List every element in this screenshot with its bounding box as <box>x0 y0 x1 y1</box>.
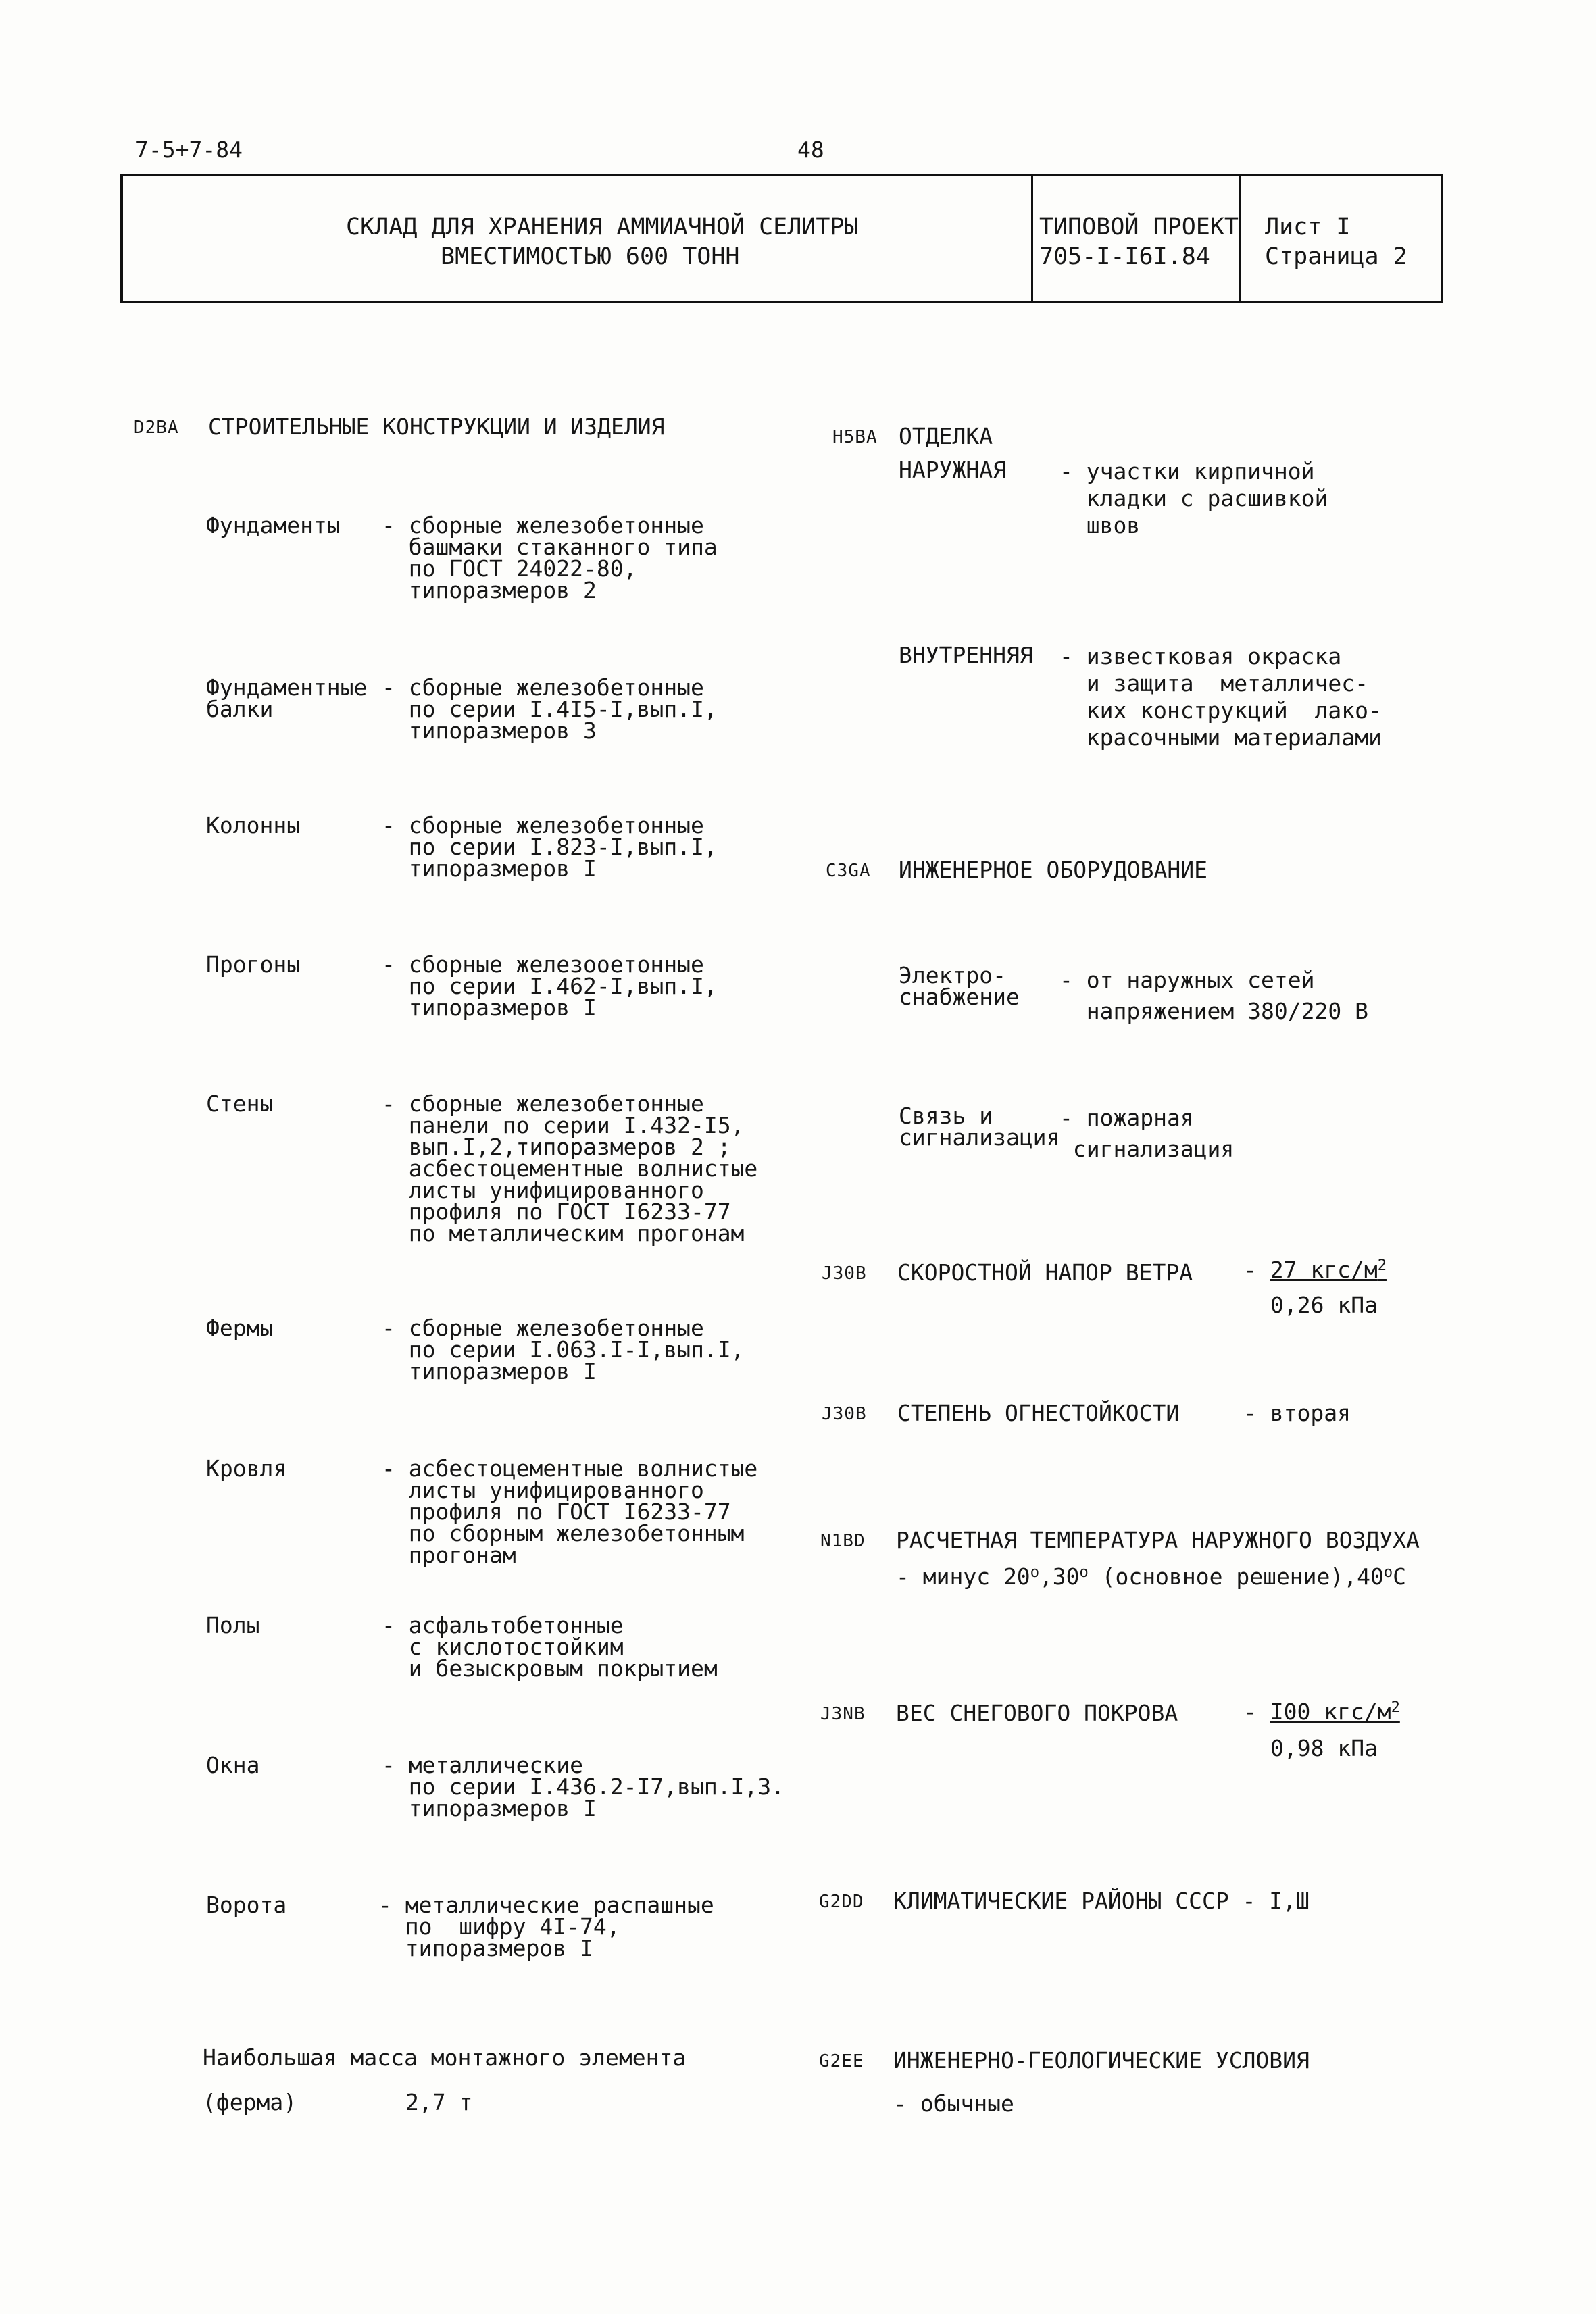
finish-inner-label: ВНУТРЕННЯЯ <box>899 642 1033 668</box>
stamp-project-line2: 705-I-I6I.84 <box>1039 243 1210 270</box>
item-label: Фундаментные балки <box>206 674 368 722</box>
finish-outer-text: - участки кирпичной кладки с расшивкой швов <box>1059 458 1328 538</box>
item-label: Колонны <box>206 812 301 838</box>
power-label: Электро- снабжение <box>899 962 1020 1010</box>
temp-value-c: (основное решение),40 <box>1088 1563 1384 1590</box>
section-heading: СТРОИТЕЛЬНЫЕ КОНСТРУКЦИИ И ИЗДЕЛИЯ <box>208 413 665 440</box>
item-label: Окна <box>206 1752 260 1778</box>
degree-mark: о <box>1030 1564 1039 1581</box>
temp-value-d: С <box>1393 1563 1407 1590</box>
wind-value-kpa: 0,26 кПа <box>1270 1292 1378 1318</box>
comm-text: - пожарная сигнализация <box>1059 1105 1235 1162</box>
item-text: - металлические по серии I.436.2-I7,вып.I,3. типоразмеров I <box>382 1752 785 1821</box>
wind-heading: СКОРОСТНОЙ НАПОР ВЕТРА <box>897 1259 1193 1286</box>
stamp-title-line1: СКЛАД ДЛЯ ХРАНЕНИЯ АММИАЧНОЙ СЕЛИТРЫ <box>346 213 859 241</box>
item-text: - металлические распашные по шифру 4I-74, типоразмеров I <box>378 1892 714 1961</box>
wind-value: - 27 кгс/$м^2$ <box>1243 1257 1387 1283</box>
wind-value-main: 27 кгс/м <box>1270 1257 1378 1283</box>
item-text: - асбестоцементные волнистые листы унифицированного профиля по ГОСТ I6233-77 по сборным железобетонным прогонам <box>382 1455 758 1568</box>
item-label: Кровля <box>206 1455 287 1482</box>
wind-value-exponent: 2 <box>1377 1257 1387 1274</box>
max-mass-element: (ферма) <box>203 2089 297 2115</box>
temp-value-b: ,30 <box>1039 1563 1080 1590</box>
finish-inner-text: - известковая окраска и защита металличес- ких конструкций лако- красочными материалами <box>1059 643 1382 751</box>
item-text: - сборные железооетонные по серии I.462-I,вып.I, типоразмеров I <box>382 951 718 1021</box>
temp-value-a: - минус 20 <box>896 1563 1030 1590</box>
item-text: - асфальтобетонные с кислотостойким и безыскровым покрытием <box>382 1612 718 1682</box>
item-label: Прогоны <box>206 951 301 978</box>
fire-heading: СТЕПЕНЬ ОГНЕСТОЙКОСТИ <box>897 1400 1180 1426</box>
section-heading: ИНЖЕНЕРНОЕ ОБОРУДОВАНИЕ <box>899 857 1207 883</box>
snow-value: - I00 кгс/$м^2$ <box>1243 1699 1400 1725</box>
snow-value-main: I00 кгс/м <box>1270 1699 1391 1725</box>
stamp-sheet-line2: Страница 2 <box>1265 243 1407 270</box>
max-mass-value: 2,7 т <box>405 2089 473 2115</box>
section-code: D2BA <box>134 418 179 438</box>
section-code: H5BA <box>832 427 878 447</box>
section-code: C3GA <box>826 861 871 881</box>
degree-mark: о <box>1079 1564 1089 1581</box>
page-number: 48 <box>797 136 824 163</box>
section-code: G2EE <box>819 2051 864 2071</box>
comm-label: Связь и сигнализация <box>899 1103 1060 1151</box>
section-code: J30B <box>822 1263 867 1284</box>
item-label: Стены <box>206 1090 274 1117</box>
power-text: - от наружных сетей напряжением 380/220 В <box>1059 967 1368 1024</box>
item-label: Фермы <box>206 1315 274 1341</box>
geology-value: - обычные <box>893 2090 1014 2117</box>
section-heading: ОТДЕЛКА <box>899 423 993 449</box>
item-text: - сборные железобетонные панели по серии I.432-I5, вып.I,2,типоразмеров 2 ; асбестоцементные волнистые листы унифицированного профиля по ГОСТ I6233-77 по металлическим прогонам <box>382 1090 758 1247</box>
snow-heading: ВЕС СНЕГОВОГО ПОКРОВА <box>896 1700 1178 1726</box>
item-text: - сборные железобетонные по серии I.823-I,вып.I, типоразмеров I <box>382 812 718 882</box>
section-code: N1BD <box>820 1531 866 1551</box>
fire-value: - вторая <box>1243 1400 1351 1426</box>
section-code: J3NB <box>820 1704 866 1724</box>
snow-value-exponent: 2 <box>1391 1699 1400 1716</box>
snow-value-kpa: 0,98 кПа <box>1270 1735 1378 1761</box>
item-text: - сборные железобетонные башмаки стаканного типа по ГОСТ 24022-80, типоразмеров 2 <box>382 512 718 603</box>
max-mass-label: Наибольшая масса монтажного элемента <box>203 2044 687 2071</box>
stamp-sheet-line1: Лист I <box>1265 213 1351 241</box>
item-label: Ворота <box>206 1892 287 1918</box>
item-label: Полы <box>206 1612 260 1638</box>
section-code: G2DD <box>819 1892 864 1912</box>
temp-heading: РАСЧЕТНАЯ ТЕМПЕРАТУРА НАРУЖНОГО ВОЗДУХА <box>896 1527 1420 1553</box>
section-code: J30B <box>822 1404 867 1424</box>
degree-mark: о <box>1383 1564 1393 1581</box>
item-text: - сборные железобетонные по серии I.4I5-I,вып.I, типоразмеров 3 <box>382 674 718 744</box>
item-label: Фундаменты <box>206 512 341 538</box>
finish-outer-label: НАРУЖНАЯ <box>899 457 1006 483</box>
stamp-project-line1: ТИПОВОЙ ПРОЕКТ <box>1039 213 1239 241</box>
document-code: 7-5+7-84 <box>135 136 243 163</box>
item-text: - сборные железобетонные по серии I.063.I-I,вып.I, типоразмеров I <box>382 1315 745 1384</box>
title-block <box>120 174 1443 303</box>
temp-value <box>896 1565 1406 1589</box>
stamp-title-line2: ВМЕСТИМОСТЬЮ 600 ТОНН <box>441 243 740 270</box>
geology-heading: ИНЖЕНЕРНО-ГЕОЛОГИЧЕСКИЕ УСЛОВИЯ <box>893 2047 1310 2073</box>
climate-heading: КЛИМАТИЧЕСКИЕ РАЙОНЫ СССР - I,Ш <box>893 1888 1310 1914</box>
